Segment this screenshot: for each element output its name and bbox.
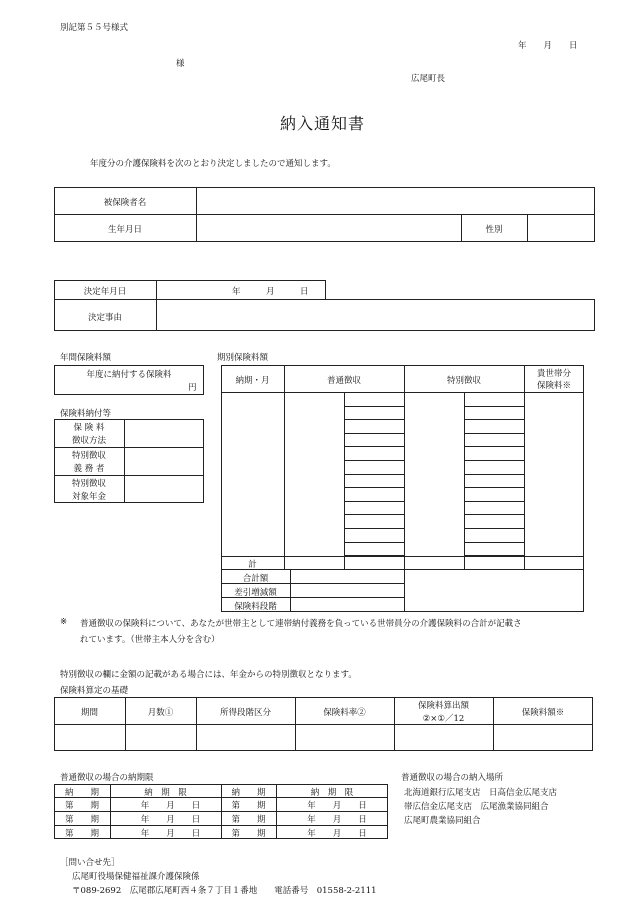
payment-row-3-a: 特別徴収 xyxy=(71,479,106,489)
due-col-deadline-left: 納 期 限 xyxy=(144,788,187,798)
due-period-cell: 第 期 xyxy=(231,829,266,839)
amount-grid-line xyxy=(464,419,524,420)
amount-grid-line xyxy=(344,406,404,407)
contact-department: 広尾町役場保健福祉課介護保険係 xyxy=(72,872,200,882)
date-of-birth-label: 生年月日 xyxy=(107,225,142,235)
note-line-1: 普通徴収の保険料について、あなたが世帯主として連帯納付義務を負っている世帯員分の介護保険料の合計が記載さ xyxy=(80,619,522,629)
amount-grid-line xyxy=(464,514,524,515)
col-household-label-1: 貴世帯分 xyxy=(536,369,571,379)
document-title: 納入通知書 xyxy=(280,114,366,133)
amount-grid-line xyxy=(344,460,404,461)
note-line-2: れています。（世帯主本人分を含む） xyxy=(80,635,220,645)
due-period-cell: 第 期 xyxy=(231,815,266,825)
basis-col-calc: 保険料算出額 xyxy=(417,701,469,711)
issue-date: 年 月 日 xyxy=(518,41,578,51)
payment-row-1-b: 徴収方法 xyxy=(71,436,106,446)
due-date-cell: 年 月 日 xyxy=(307,801,367,811)
basis-col-months: 月数① xyxy=(147,708,174,718)
basis-col-premium: 保険料額※ xyxy=(521,708,565,718)
due-date-cell: 年 月 日 xyxy=(307,815,367,825)
annual-premium-label: 年度に納付する保険料 xyxy=(86,370,172,380)
amount-grid-line xyxy=(464,487,524,488)
form-number: 別記第５５号様式 xyxy=(60,23,129,33)
amount-grid-line xyxy=(344,514,404,515)
amount-grid-line xyxy=(464,542,524,543)
sex-label: 性別 xyxy=(485,225,503,235)
due-date-cell: 年 月 日 xyxy=(140,829,201,839)
issuer-name: 広尾町長 xyxy=(411,74,446,84)
place-line-3: 広尾町農業協同組合 xyxy=(404,816,481,826)
periodic-heading: 期別保険料額 xyxy=(217,353,269,363)
amount-grid-line xyxy=(464,501,524,502)
adjustment-label: 差引増減額 xyxy=(234,588,277,598)
addressee-suffix: 様 xyxy=(176,59,185,69)
basis-col-rate: 保険料率② xyxy=(323,708,366,718)
contact-address: 〒089-2692 広尾郡広尾町西４条７丁目１番地 電話番号 01558-2-2111 xyxy=(72,886,377,896)
due-col-period-right: 納 期 xyxy=(231,788,266,798)
basis-col-calc-formula: ②×①／12 xyxy=(422,714,465,724)
due-period-cell: 第 期 xyxy=(64,815,99,825)
amount-grid-line xyxy=(344,446,404,447)
basis-col-income-stage: 所得段階区分 xyxy=(219,708,271,718)
due-period-cell: 第 期 xyxy=(231,801,266,811)
special-note: 特別徴収の欄に金額の記載がある場合には、年金からの特別徴収となります。 xyxy=(60,670,357,680)
contact-heading: ［問い合せ先］ xyxy=(60,858,120,868)
col-household-label-2: 保険料※ xyxy=(536,381,571,391)
amount-grid-line xyxy=(464,528,524,529)
amount-grid-line xyxy=(464,460,524,461)
payment-row-3-b: 対象年金 xyxy=(71,492,106,502)
annual-heading: 年間保険料額 xyxy=(60,353,112,363)
decision-date-value: 年 月 日 xyxy=(232,287,309,297)
amount-grid-line xyxy=(344,542,404,543)
amount-grid-line xyxy=(464,406,524,407)
payment-row-2-b: 義 務 者 xyxy=(73,464,105,474)
amount-grid-line xyxy=(464,433,524,434)
due-date-cell: 年 月 日 xyxy=(307,829,367,839)
col-special-label: 特別徴収 xyxy=(446,376,481,386)
place-line-1: 北海道銀行広尾支店 日高信金広尾支店 xyxy=(404,788,558,798)
payment-info-heading: 保険料納付等 xyxy=(60,409,112,419)
due-date-cell: 年 月 日 xyxy=(140,801,201,811)
due-date-cell: 年 月 日 xyxy=(140,815,201,825)
due-col-period-left: 納 期 xyxy=(64,788,99,798)
amount-grid-line xyxy=(464,446,524,447)
decision-date-label: 決定年月日 xyxy=(83,287,127,297)
amount-grid-line xyxy=(344,528,404,529)
basis-col-period: 期間 xyxy=(80,708,98,718)
amount-grid-line xyxy=(344,419,404,420)
due-heading: 普通徴収の場合の納期限 xyxy=(60,773,154,783)
total-label: 計 xyxy=(248,560,257,570)
grand-total-label: 合計額 xyxy=(242,574,269,584)
amount-grid-line xyxy=(464,474,524,475)
amount-grid-line xyxy=(344,501,404,502)
places-heading: 普通徴収の場合の納入場所 xyxy=(401,773,504,783)
basis-heading: 保険料算定の基礎 xyxy=(60,686,129,696)
amount-grid-line xyxy=(344,474,404,475)
payment-row-1-a: 保 険 料 xyxy=(73,423,105,433)
intro-text: 年度分の介護保険料を次のとおり決定しましたので通知します。 xyxy=(90,159,336,169)
due-period-cell: 第 期 xyxy=(64,829,99,839)
annual-premium-unit: 円 xyxy=(188,383,197,393)
decision-reason-label: 決定事由 xyxy=(87,313,122,323)
amount-grid-line xyxy=(344,487,404,488)
note-mark: ※ xyxy=(60,617,68,627)
amount-grid-line xyxy=(344,433,404,434)
payment-row-2-a: 特別徴収 xyxy=(71,451,106,461)
premium-stage-label: 保険料段階 xyxy=(234,602,277,612)
col-period-label: 納期・月 xyxy=(235,376,270,386)
insured-name-label: 被保険者名 xyxy=(103,198,147,208)
due-col-deadline-right: 納 期 限 xyxy=(310,788,354,798)
col-normal-label: 普通徴収 xyxy=(326,376,361,386)
place-line-2: 帯広信金広尾支店 広尾漁業協同組合 xyxy=(404,802,549,812)
due-period-cell: 第 期 xyxy=(64,801,99,811)
